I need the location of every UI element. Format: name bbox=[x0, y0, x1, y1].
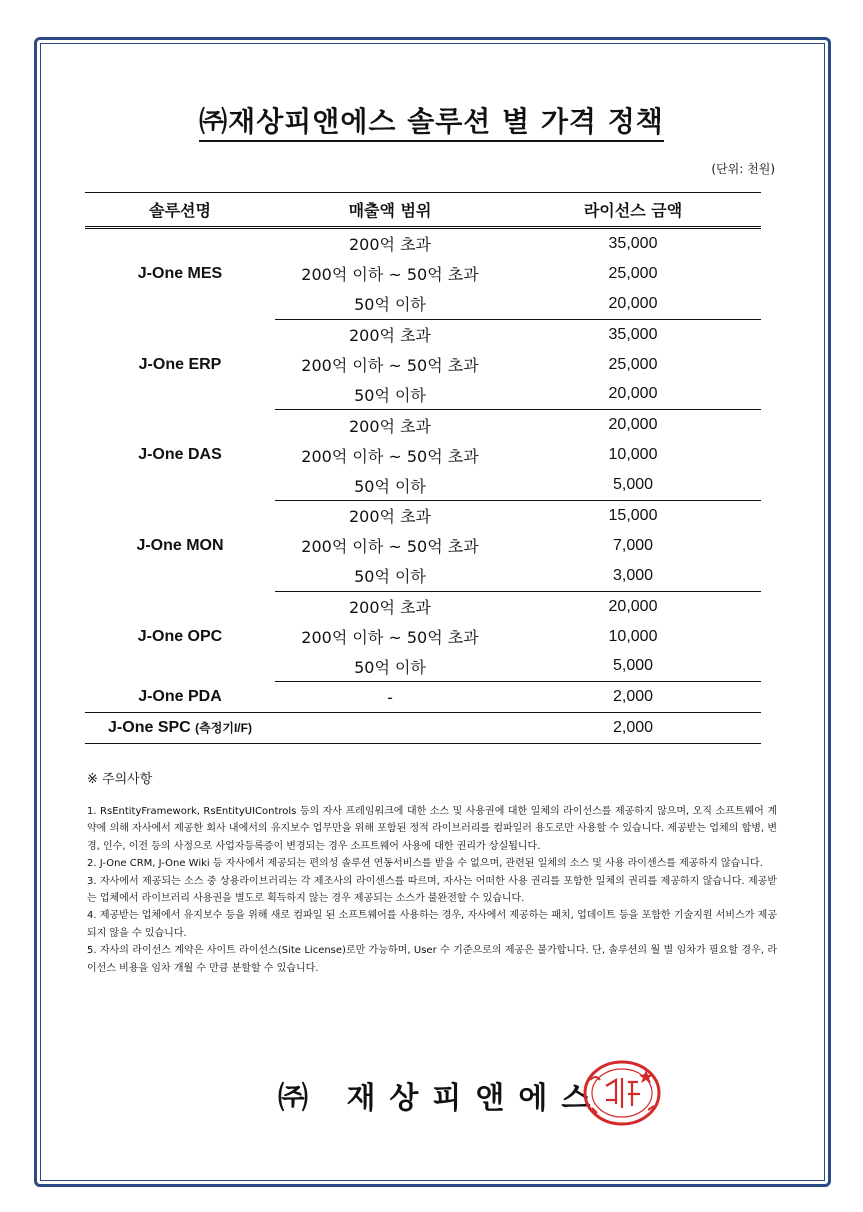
solution-name: J-One DAS bbox=[138, 446, 222, 464]
revenue-range: 200억 이하 ~ 50억 초과 bbox=[301, 537, 479, 557]
table-row bbox=[85, 682, 761, 713]
note-item: 5. 자사의 라이선스 계약은 사이트 라이선스(Site License)로만 가능하며, User 수 기준으로의 제공은 불가합니다. 단, 솔루션의 월 별 임차가 필요할 경우, 라이선스 비용을 임차 개월 수 만큼 분할할 수 있습니다. bbox=[87, 945, 777, 974]
license-amount: 3,000 bbox=[505, 561, 761, 591]
license-amount: 5,000 bbox=[505, 470, 761, 500]
revenue-range: 200억 초과 bbox=[349, 235, 431, 255]
notes-list bbox=[87, 803, 777, 977]
note-item: 4. 제공받는 업체에서 유지보수 등을 위해 새로 컴파일 된 소프트웨어를 사용하는 경우, 자사에서 제공하는 패치, 업데이트 등을 포함한 기술지원 서비스가 제공되지 않을 수 있습니다. bbox=[87, 910, 777, 939]
solution-name: J-One MON bbox=[136, 536, 224, 554]
price-table bbox=[85, 192, 761, 744]
note-item: 1. RsEntityFramework, RsEntityUIControls 등의 자사 프레임워크에 대한 소스 및 사용권에 대한 일체의 라이선스를 제공하지 않으며, 오직 소프트웨어 계약에 의해 자사에서 제공한 회사 내에서의 유지보수 업무만을 위해 포함된 정적 라이브러리를 컴파일러 용도로만 사용할 수 있습니다. 제공받는 업체의 합병, 변경, 인수, 이전 등의 사정으로 사업자등록증이 변경되는 경우 소프트웨어 사용에 대한 권리가 상실됩니다. bbox=[87, 806, 777, 852]
license-amount: 20,000 bbox=[608, 597, 658, 615]
table-row bbox=[85, 501, 761, 531]
note-item: 2. J-One CRM, J-One Wiki 등 자사에서 제공되는 편의성 솔루션 연동서비스를 받을 수 없으며, 관련된 일체의 소스 및 사용 라이센스를 제공하지 않습니다. bbox=[87, 858, 763, 870]
table-row bbox=[85, 319, 761, 349]
license-amount: 7,000 bbox=[612, 536, 654, 554]
company-seal bbox=[582, 1060, 662, 1126]
revenue-range: 200억 초과 bbox=[349, 507, 431, 527]
license-amount: 20,000 bbox=[608, 416, 658, 434]
revenue-range: 50억 이하 bbox=[275, 379, 505, 409]
revenue-range: 200억 이하 ~ 50억 초과 bbox=[301, 265, 479, 285]
table-row bbox=[85, 713, 761, 744]
license-amount: 25,000 bbox=[608, 264, 658, 282]
license-amount: 5,000 bbox=[505, 651, 761, 681]
revenue-range: 50억 이하 bbox=[275, 651, 505, 681]
revenue-range: 50억 이하 bbox=[275, 470, 505, 500]
license-amount: 2,000 bbox=[505, 713, 761, 744]
table-row bbox=[85, 591, 761, 621]
license-amount: 20,000 bbox=[505, 289, 761, 319]
revenue-range: 50억 이하 bbox=[275, 289, 505, 319]
company-name: ㈜ 재상피앤에스 bbox=[278, 1081, 605, 1116]
document-title: ㈜재상피앤에스 솔루션 별 가격 정책 bbox=[0, 100, 863, 140]
table-body bbox=[85, 228, 761, 744]
revenue-range: 200억 이하 ~ 50억 초과 bbox=[301, 628, 479, 648]
license-amount: 35,000 bbox=[608, 325, 658, 343]
table-row bbox=[85, 228, 761, 259]
revenue-range: 200억 초과 bbox=[349, 416, 431, 436]
solution-name: J-One MES bbox=[137, 265, 223, 283]
table-row bbox=[85, 410, 761, 440]
revenue-range: 200억 이하 ~ 50억 초과 bbox=[301, 356, 479, 375]
revenue-range: 200억 이하 ~ 50억 초과 bbox=[301, 446, 479, 466]
solution-suffix: (측정기I/F) bbox=[195, 721, 252, 736]
revenue-range: 200억 초과 bbox=[349, 598, 431, 618]
license-amount: 10,000 bbox=[608, 627, 658, 645]
license-amount: 2,000 bbox=[505, 682, 761, 713]
license-amount: 15,000 bbox=[608, 506, 658, 524]
license-amount: 10,000 bbox=[608, 446, 658, 464]
solution-name: J-One ERP bbox=[138, 355, 222, 373]
solution-name: J-One SPC (측정기I/F) bbox=[85, 713, 275, 744]
revenue-range bbox=[275, 713, 505, 744]
license-amount: 25,000 bbox=[608, 355, 658, 373]
header-range: 매출액 범위 bbox=[275, 193, 505, 228]
header-amount: 라이선스 금액 bbox=[505, 193, 761, 228]
note-item: 3. 자사에서 제공되는 소스 중 상용라이브러리는 각 제조사의 라이센스를 따르며, 자사는 어떠한 사용 권리를 포함한 일체의 권리를 제공하지 않습니다. 제공받는 업체에서 라이브러리 사용권을 별도로 획득하지 않는 경우 제공되는 소스가 불완전할 수 있습니다. bbox=[87, 875, 777, 905]
solution-name: J-One PDA bbox=[85, 682, 275, 713]
unit-label: (단위: 천원) bbox=[711, 162, 775, 176]
notes-title: ※ 주의사항 bbox=[87, 772, 153, 787]
header-solution: 솔루션명 bbox=[85, 193, 275, 228]
license-amount: 35,000 bbox=[608, 234, 658, 252]
license-amount: 20,000 bbox=[505, 379, 761, 409]
table-header-row bbox=[85, 193, 761, 228]
revenue-range: 200억 초과 bbox=[349, 326, 431, 346]
solution-name: J-One OPC bbox=[137, 627, 223, 645]
revenue-range: 50억 이하 bbox=[275, 561, 505, 591]
revenue-range: - bbox=[275, 682, 505, 713]
